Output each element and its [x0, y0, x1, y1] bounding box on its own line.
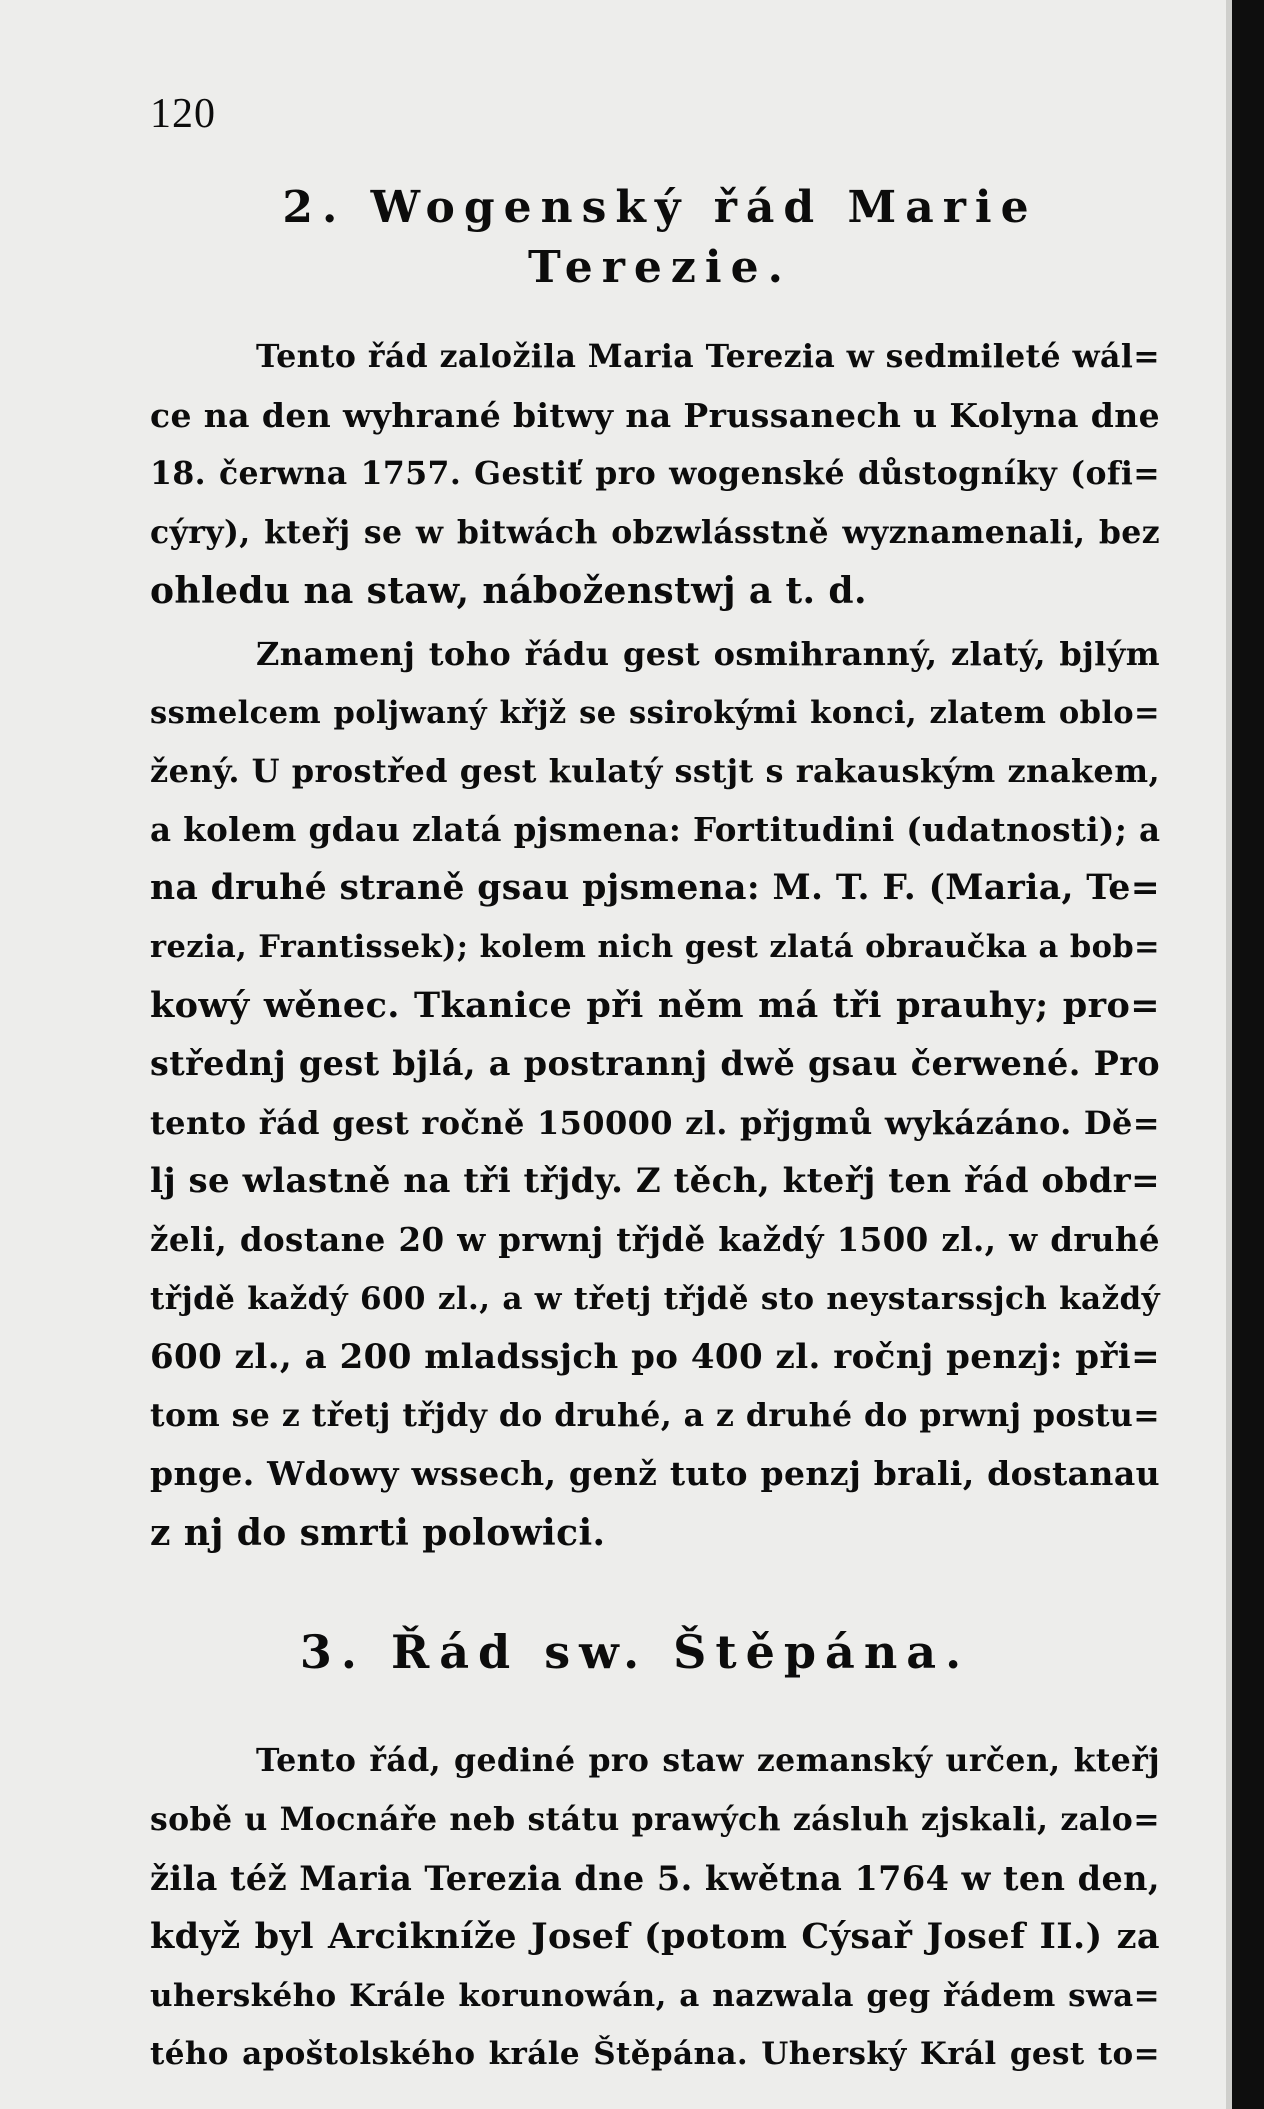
text-line: žený. U prostřed gest kulatý sstjt s rakauským znakem,: [150, 752, 1160, 791]
text-line: pnge. Wdowy wssech, genž tuto penzj brali, dostanau: [150, 1454, 1160, 1494]
page-content: [150, 90, 1160, 2084]
text-line: Tento řád založila Maria Terezia w sedmileté wál=: [256, 338, 1160, 375]
text-line: 600 zl., a 200 mladssjch po 400 zl. ročnj penzj: při=: [150, 1337, 1160, 1378]
section-heading: 3. Řád sw. Štěpána.: [299, 1625, 971, 1680]
text-line: želi, dostane 20 w prwnj třjdě každý 1500 zl., w druhé: [150, 1219, 1160, 1259]
section-body: [150, 1732, 1160, 2084]
scan-border: [1232, 0, 1264, 2109]
text-line: uherského Krále korunowán, a nazwala geg řádem swa=: [150, 1977, 1160, 2014]
text-line: ce na den wyhrané bitwy na Prussanech u Kolyna dne: [150, 395, 1160, 435]
text-line: třjdě každý 600 zl., a w třetj třjdě sto neystarssjch každý: [150, 1280, 1160, 1317]
text-line: a kolem gdau zlatá pjsmena: Fortitudini (udatnosti); a: [150, 809, 1161, 849]
paragraph: [150, 328, 1160, 621]
text-line: žila též Maria Terezia dne 5. kwětna 1764 w ten den,: [150, 1858, 1160, 1898]
text-line: Znamenj toho řádu gest osmihranný, zlatý, bjlým: [256, 634, 1160, 673]
section-body: [150, 328, 1160, 1562]
text-line: tom se z třetj třjdy do druhé, a z druhé do prwnj postu=: [150, 1396, 1160, 1434]
text-line: cýry), kteřj se w bitwách obzwlásstně wyznamenali, bez: [150, 513, 1160, 551]
text-line: Tento řád, gediné pro staw zemanský určen, kteřj: [256, 1742, 1160, 1780]
text-line: 18. čerwna 1757. Gestiť pro wogenské důstogníky (ofi=: [150, 455, 1160, 493]
text-line: kowý wěnec. Tkanice při něm má tři prauhy; pro=: [150, 984, 1160, 1026]
text-line: ohledu na staw, náboženstwj a t. d.: [150, 570, 867, 613]
text-line: sobě u Mocnáře neb státu prawých zásluh zjskali, zalo=: [150, 1801, 1160, 1839]
paragraph: [150, 1732, 1160, 2084]
section-heading: 2. Wogenský řád Marie Terezie.: [282, 182, 1038, 293]
text-line: ssmelcem poljwaný křjž se ssirokými konci, zlatem oblo=: [150, 694, 1160, 731]
page-number: 120: [150, 91, 216, 137]
text-line: lj se wlastně na tři třjdy. Z těch, kteřj ten řád obdr=: [150, 1161, 1160, 1202]
paragraph: [150, 625, 1160, 1563]
text-line: na druhé straně gsau pjsmena: M. T. F. (Maria, Te=: [150, 868, 1161, 909]
text-line: tého apoštolského krále Štěpána. Uherský Král gest to=: [150, 2036, 1160, 2073]
text-line: tento řád gest ročně 150000 zl. přjgmů wykázáno. Dě=: [150, 1103, 1160, 1142]
text-line: z nj do smrti polowici.: [150, 1511, 606, 1554]
text-line: když byl Arcikníže Josef (potom Cýsař Josef II.) za: [150, 1916, 1160, 1958]
text-line: střednj gest bjlá, a postrannj dwě gsau čerwené. Pro: [150, 1044, 1160, 1084]
text-line: rezia, Frantissek); kolem nich gest zlatá obraučka a bob=: [150, 928, 1160, 965]
